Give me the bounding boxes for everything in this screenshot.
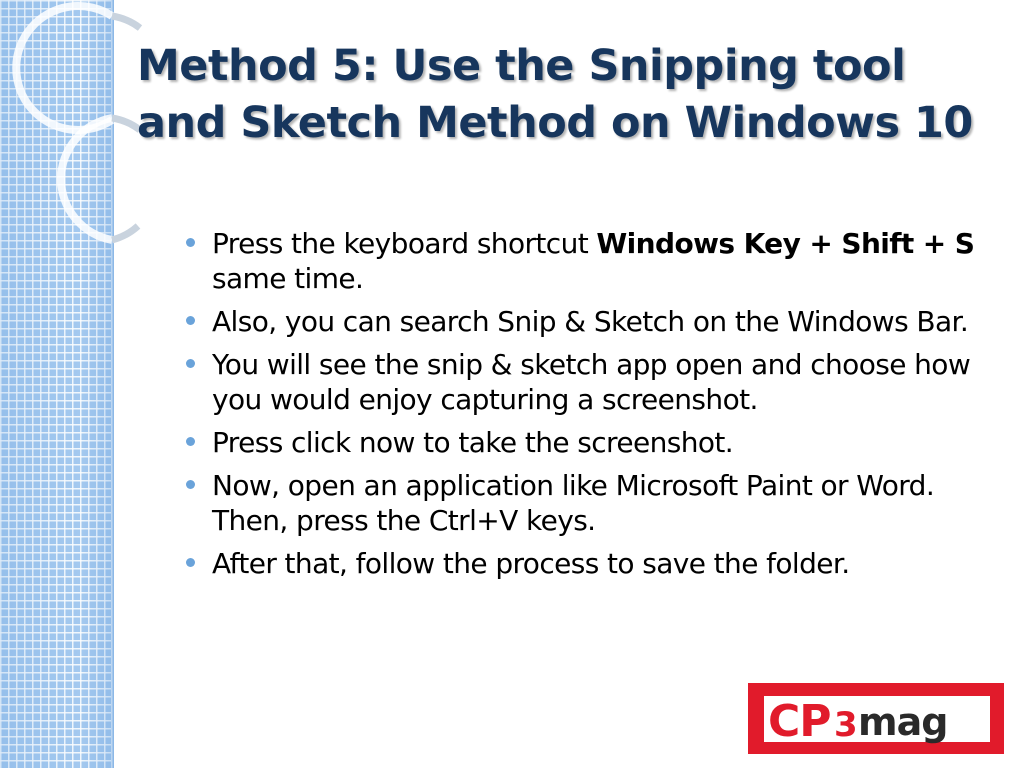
svg-text:CP: CP	[768, 696, 831, 747]
decorative-ring-bottom-tail	[112, 226, 138, 240]
decorative-ring-top	[16, 6, 112, 130]
bullet-text-after: same time.	[212, 262, 364, 295]
bullet-bold-text: Windows Key + Shift + S	[596, 227, 975, 260]
svg-text:mag: mag	[858, 700, 948, 744]
bullet-item	[186, 304, 986, 339]
bullet-dot-icon	[186, 359, 195, 368]
bullet-item	[186, 468, 986, 538]
svg-text:3: 3	[834, 705, 858, 745]
decorative-ring-mid-tail	[112, 118, 140, 130]
bullet-dot-icon	[186, 558, 195, 567]
bullet-dot-icon	[186, 316, 195, 325]
slide-title-line-2: and Sketch Method on Windows 10	[137, 98, 973, 148]
bullet-text: Press click now to take the screenshot.	[212, 426, 734, 459]
bullet-dot-icon	[186, 437, 195, 446]
bullet-item	[186, 546, 986, 581]
decorative-ring-top-tail	[112, 16, 140, 28]
bullet-dot-icon	[186, 238, 195, 247]
cp3mag-logo	[748, 683, 1004, 754]
bullet-dot-icon	[186, 480, 195, 489]
bullet-item	[186, 425, 986, 460]
slide-title	[137, 38, 997, 152]
slide-title-line-1: Method 5: Use the Snipping tool	[137, 41, 906, 91]
bullet-text: Press the keyboard shortcut	[212, 227, 597, 260]
bullet-text: After that, follow the process to save the folder.	[212, 547, 850, 580]
bullet-text: You will see the snip & sketch app open and choose how you would enjoy capturing a screenshot.	[212, 348, 971, 416]
logo-wordmark	[748, 683, 1004, 754]
bullet-text: Now, open an application like Microsoft Paint or Word. Then, press the Ctrl+V keys.	[212, 469, 935, 537]
bullet-list	[186, 226, 986, 589]
bullet-item	[186, 226, 986, 296]
bullet-item	[186, 347, 986, 417]
decorative-ring-bottom	[61, 118, 112, 240]
bullet-text: Also, you can search Snip & Sketch on the Windows Bar.	[212, 305, 969, 338]
